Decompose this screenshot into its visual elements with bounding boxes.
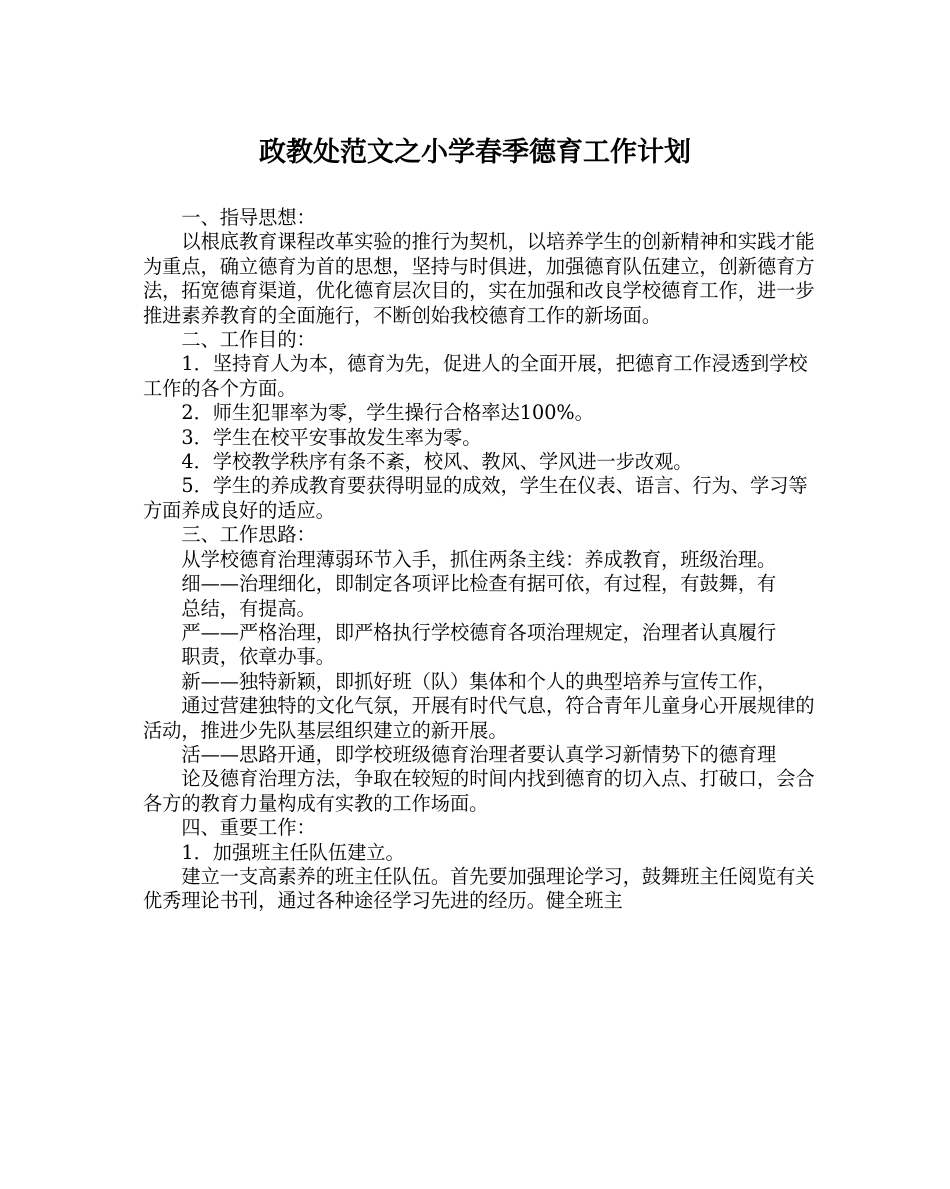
document-paragraph: 3．学生在校平安事故发生率为零。	[181, 425, 482, 449]
document-paragraph: 总结，有提高。	[181, 596, 316, 620]
document-paragraph: 四、重要工作：	[181, 816, 316, 840]
document-paragraph: 活——思路开通，即学校班级德育治理者要认真学习新情势下的德育理	[181, 742, 777, 766]
document-paragraph: 职责，依章办事。	[181, 645, 335, 669]
document-paragraph: 一、指导思想：	[181, 206, 316, 229]
document-paragraph: 以根底教育课程改革实验的推行为契机，以培养学生的创新精神和实践才能为重点，确立德育为首的思想，坚持与时俱进，加强德育队伍建立，创新德育方法，拓宽德育渠道，优化德育层次目的，实在加强和改良学校德育工作，进一步推进素养教育的全面施行，不断创始我校德育工作的新场面。	[143, 230, 815, 327]
document-title: 政教处范文之小学春季德育工作计划	[259, 137, 691, 168]
document-body	[143, 206, 815, 914]
document-paragraph: 从学校德育治理薄弱环节入手，抓住两条主线：养成教育，班级治理。	[181, 547, 777, 571]
document-paragraph: 二、工作目的：	[181, 328, 316, 352]
document-paragraph: 严——严格治理，即严格执行学校德育各项治理规定，治理者认真履行	[181, 620, 777, 644]
document-paragraph: 5．学生的养成教育要获得明显的成效，学生在仪表、语言、行为、学习等方面养成良好的适应。	[143, 474, 808, 522]
document-paragraph: 论及德育治理方法，争取在较短的时间内找到德育的切入点、打破口，会合各方的教育力量构成有实教的工作场面。	[143, 767, 815, 815]
document-paragraph: 新——独特新颖，即抓好班（队）集体和个人的典型培养与宣传工作，	[181, 669, 777, 693]
document-paragraph: 三、工作思路：	[181, 523, 316, 547]
document-paragraph: 通过营建独特的文化气氛，开展有时代气息，符合青年儿童身心开展规律的活动，推进少先队基层组织建立的新开展。	[143, 694, 815, 742]
document-paragraph: 细——治理细化，即制定各项评比检查有据可依，有过程，有鼓舞，有	[181, 572, 777, 596]
document-paragraph: 4．学校教学秩序有条不紊，校风、教风、学风进一步改观。	[181, 450, 693, 474]
document-paragraph: 1．坚持育人为本，德育为先，促进人的全面开展，把德育工作浸透到学校工作的各个方面。	[143, 352, 808, 400]
document-paragraph: 1．加强班主任队伍建立。	[181, 840, 405, 864]
document-paragraph: 建立一支高素养的班主任队伍。首先要加强理论学习，鼓舞班主任阅览有关优秀理论书刊，通过各种途径学习先进的经历。健全班主	[143, 864, 815, 913]
document-paragraph: 2．师生犯罪率为零，学生操行合格率达100%。	[181, 401, 594, 425]
